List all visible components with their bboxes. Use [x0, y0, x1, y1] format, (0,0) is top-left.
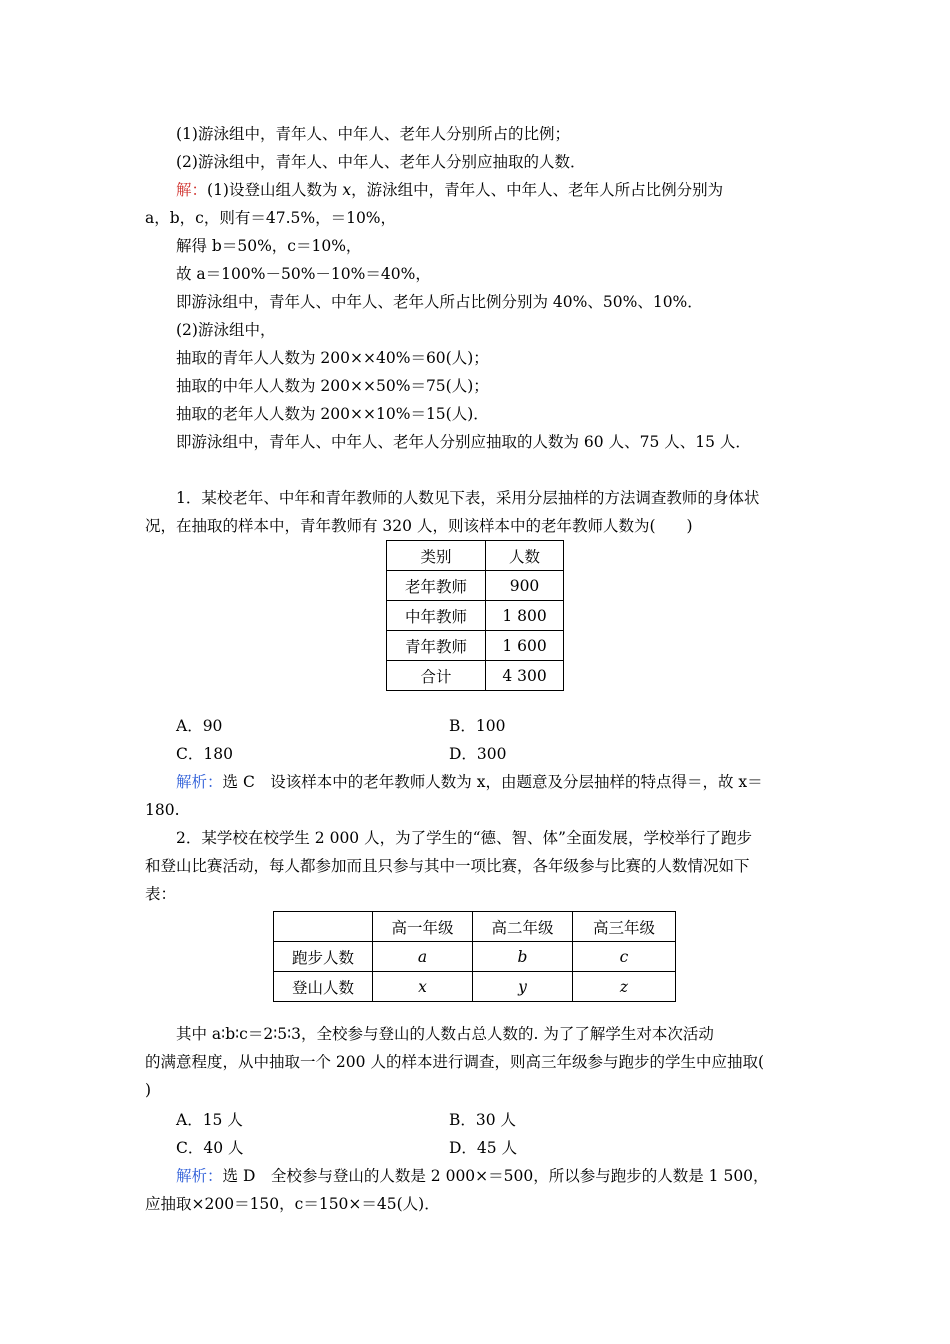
solution-line-5: 即游泳组中，青年人、中年人、老年人所占比例分别为 40%、50%、10%．: [176, 293, 703, 311]
analysis-2-line-1: 解析：选 D 全校参与登山的人数是 2 000×＝500，所以参与跑步的人数是 1 500，: [176, 1167, 769, 1185]
table-header-cell: [274, 912, 373, 942]
table-cell: x: [373, 972, 473, 1002]
option-a: A．15 人: [176, 1111, 243, 1129]
table-cell: 老年教师: [387, 571, 486, 601]
solution-line-9: 抽取的老年人人数为 200××10%＝15(人)．: [176, 405, 489, 423]
teachers-table: [386, 540, 564, 691]
question-2-line-4: 其中 a∶b∶c＝2∶5∶3，全校参与登山的人数占总人数的. 为了了解学生对本次活动: [176, 1025, 714, 1043]
analysis-2-line-2: 应抽取×200＝150，c＝150×＝45(人)．: [145, 1195, 440, 1213]
table-cell: 900: [486, 571, 564, 601]
table-cell: 跑步人数: [274, 942, 373, 972]
table-cell: z: [573, 972, 676, 1002]
table-cell: 1 800: [486, 601, 564, 631]
table-row: [274, 942, 676, 972]
question-2-line-1: 2．某学校在校学生 2 000 人，为了学生的“德、智、体”全面发展，学校举行了跑步: [176, 829, 752, 847]
table-header-row: [387, 541, 564, 571]
table-header-row: [274, 912, 676, 942]
table-header-cell: 高一年级: [373, 912, 473, 942]
table-cell: 4 300: [486, 661, 564, 691]
solution-line-8: 抽取的中年人人数为 200××50%＝75(人)；: [176, 377, 489, 395]
question-1-line-1: 1．某校老年、中年和青年教师的人数见下表，采用分层抽样的方法调查教师的身体状: [176, 489, 760, 507]
question-2-line-2: 和登山比赛活动，每人都参加而且只参与其中一项比赛，各年级参与比赛的人数情况如下: [145, 857, 750, 875]
analysis-label: 解析：: [176, 1167, 223, 1185]
table-cell: 1 600: [486, 631, 564, 661]
table-row: [387, 661, 564, 691]
table-header-cell: 高三年级: [573, 912, 676, 942]
table-header-cell: 高二年级: [473, 912, 573, 942]
option-b: B．30 人: [449, 1111, 517, 1129]
table-cell: 中年教师: [387, 601, 486, 631]
table-cell: 合计: [387, 661, 486, 691]
analysis-1-line-1: 解析：选 C 设该样本中的老年教师人数为 x，由题意及分层抽样的特点得＝，故 x＝: [176, 773, 763, 791]
table-header-cell: 类别: [387, 541, 486, 571]
solution-line-7: 抽取的青年人人数为 200××40%＝60(人)；: [176, 349, 489, 367]
table-row: [387, 601, 564, 631]
solution-line-2: a，b，c，则有＝47.5%，＝10%，: [145, 209, 397, 227]
table-row: [387, 631, 564, 661]
table-cell: 登山人数: [274, 972, 373, 1002]
table-cell: 青年教师: [387, 631, 486, 661]
table-row: [274, 972, 676, 1002]
question-1-line-2: 况，在抽取的样本中，青年教师有 320 人，则该样本中的老年教师人数为( ): [145, 517, 693, 535]
solution-label: 解：: [176, 181, 208, 199]
option-d: D．300: [449, 745, 507, 763]
solution-line-6: (2)游泳组中，: [176, 321, 276, 339]
analysis-1-line-2: 180.: [145, 801, 180, 819]
option-c: C．180: [176, 745, 233, 763]
question-2-line-3: 表：: [145, 885, 177, 903]
table-cell: y: [473, 972, 573, 1002]
option-d: D．45 人: [449, 1139, 518, 1157]
solution-line-4: 故 a＝100%－50%－10%＝40%，: [176, 265, 431, 283]
table-row: [387, 571, 564, 601]
solution-line-1: 解：(1)设登山组人数为 x，游泳组中，青年人、中年人、老年人所占比例分别为: [176, 181, 724, 199]
sub-question-1: (1)游泳组中，青年人、中年人、老年人分别所占的比例；: [176, 125, 570, 143]
table-cell: a: [373, 942, 473, 972]
question-2-line-5: 的满意程度，从中抽取一个 200 人的样本进行调查，则高三年级参与跑步的学生中应抽取(: [145, 1053, 764, 1071]
question-2-line-6: ): [145, 1081, 152, 1099]
solution-line-10: 即游泳组中，青年人、中年人、老年人分别应抽取的人数为 60 人、75 人、15 人．: [176, 433, 751, 451]
solution-line-3: 解得 b＝50%，c＝10%，: [176, 237, 362, 255]
option-a: A．90: [176, 717, 223, 735]
sub-question-2: (2)游泳组中，青年人、中年人、老年人分别应抽取的人数．: [176, 153, 586, 171]
table-cell: b: [473, 942, 573, 972]
table-header-cell: 人数: [486, 541, 564, 571]
option-b: B．100: [449, 717, 506, 735]
grades-table: [273, 911, 676, 1002]
analysis-label: 解析：: [176, 773, 223, 791]
option-c: C．40 人: [176, 1139, 244, 1157]
table-cell: c: [573, 942, 676, 972]
